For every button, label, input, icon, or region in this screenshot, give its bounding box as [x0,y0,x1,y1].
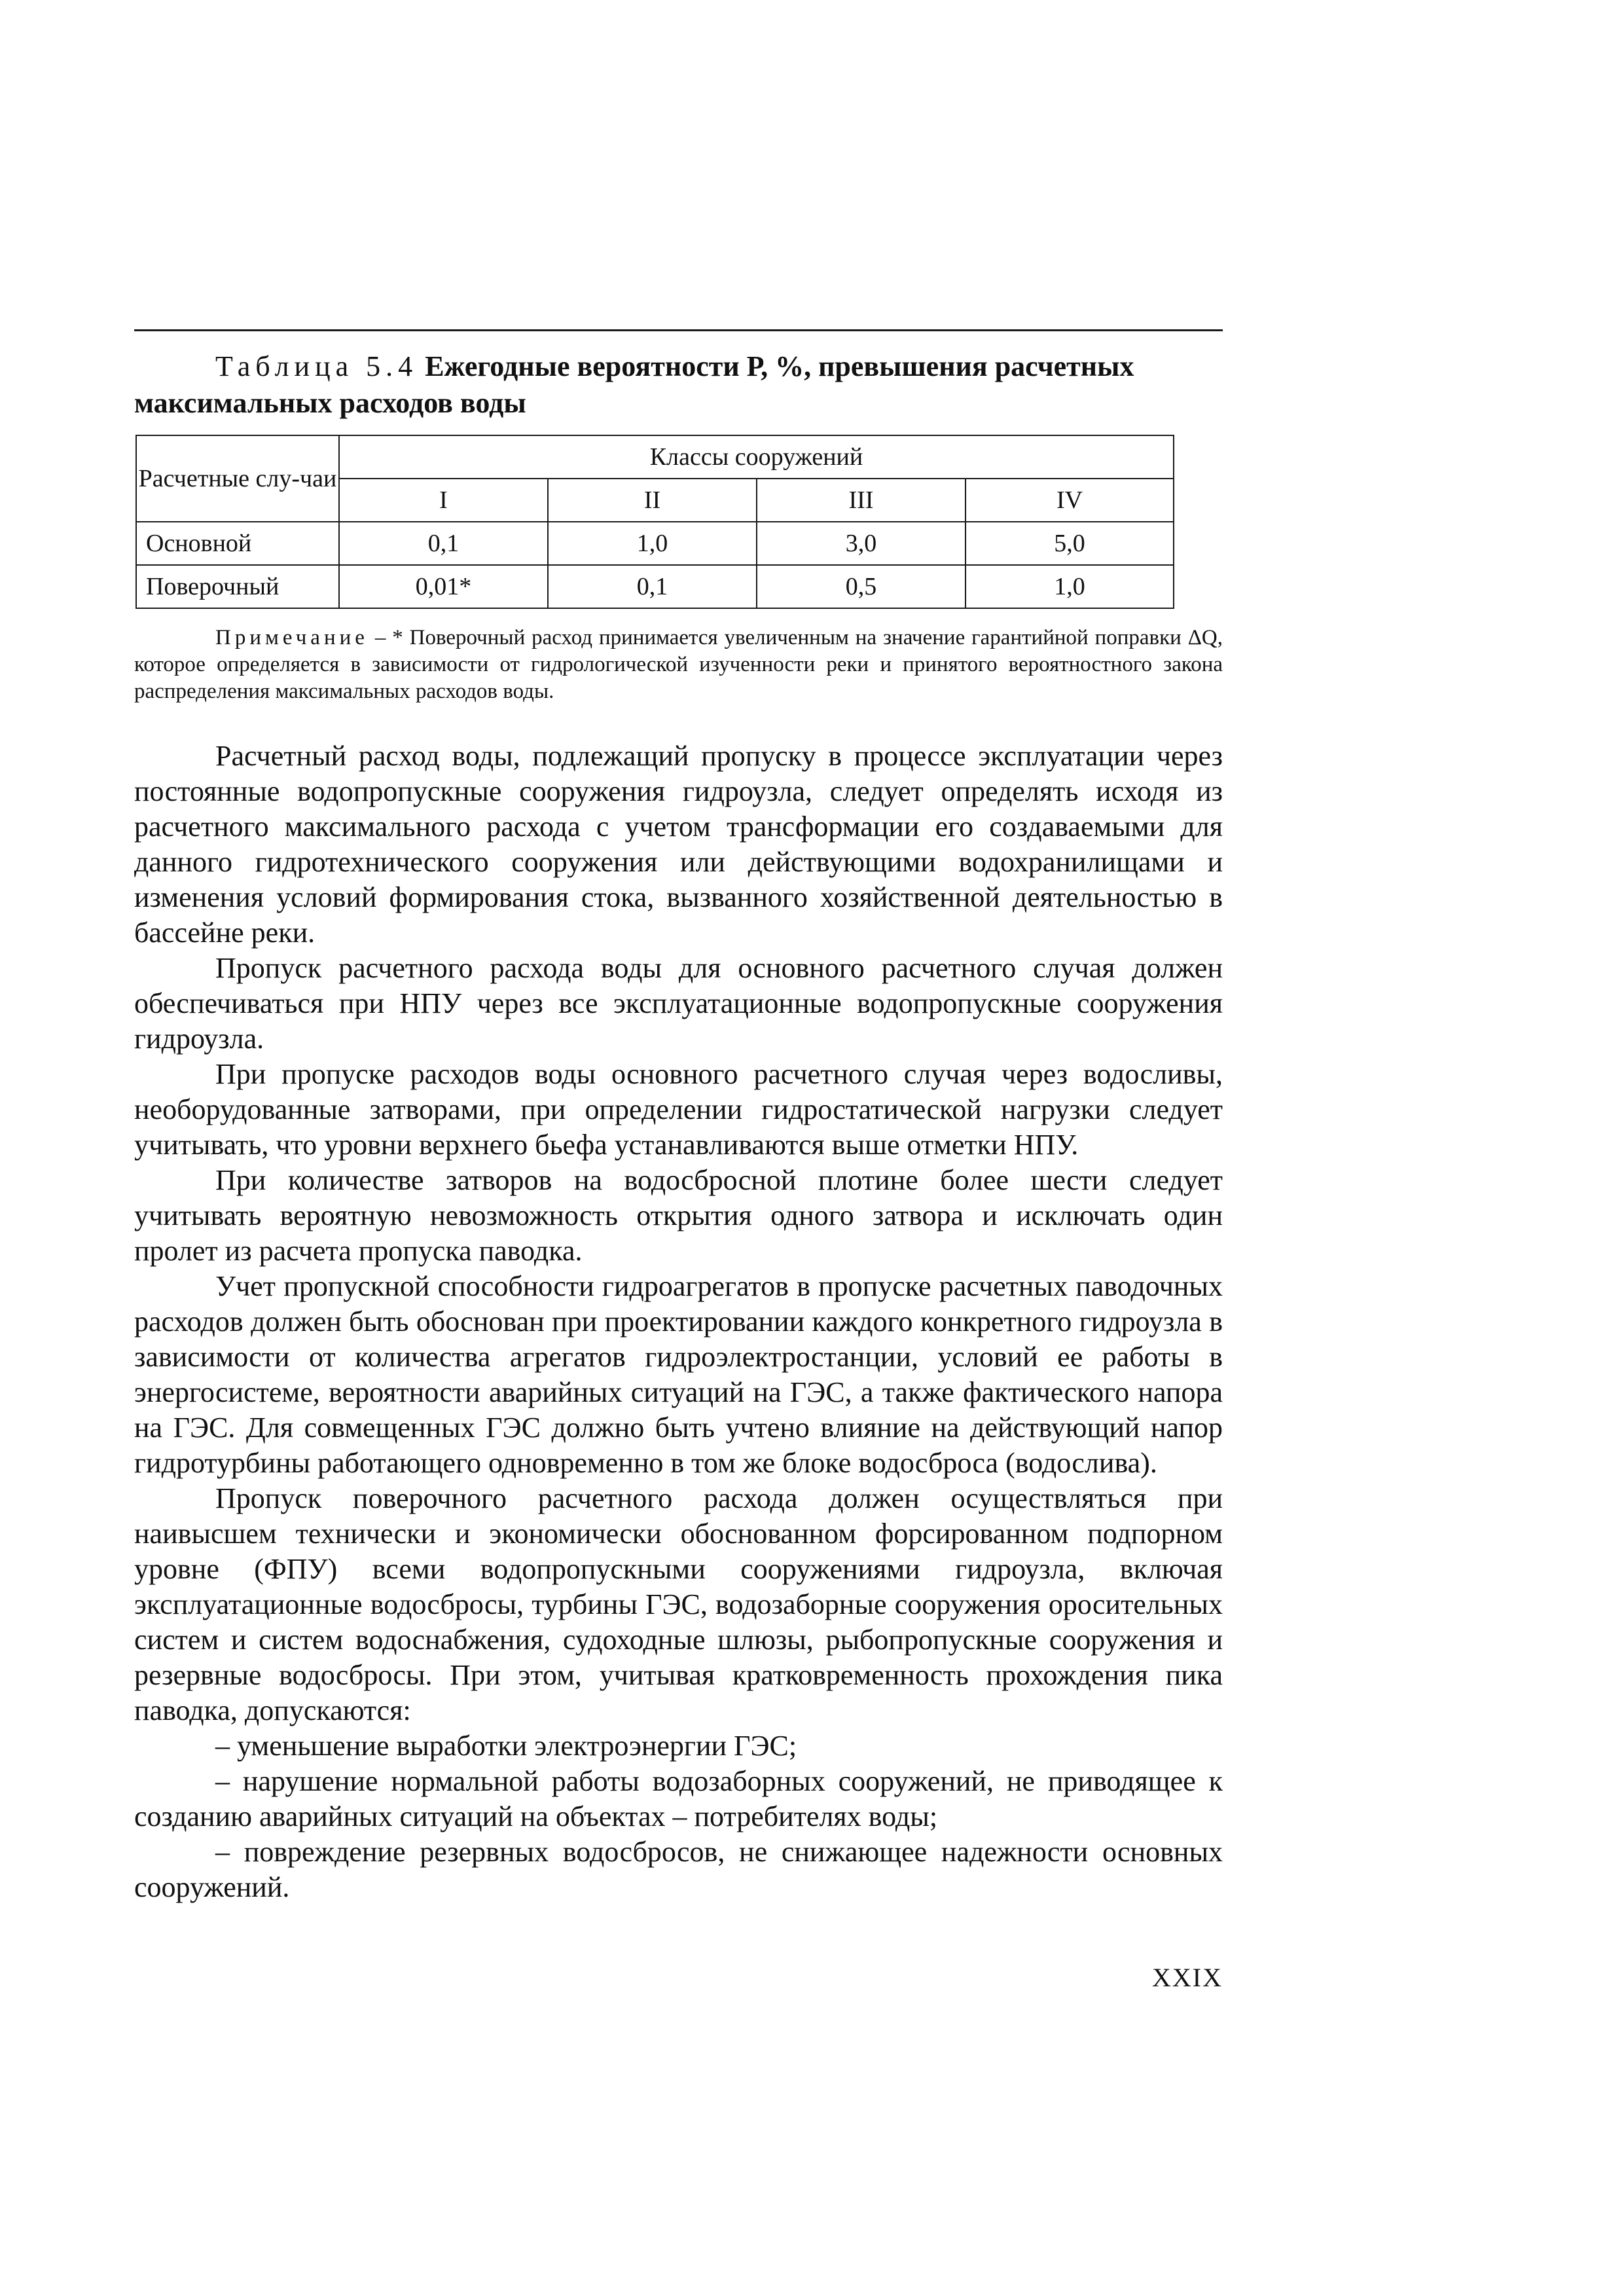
table-cell: 0,1 [339,522,548,565]
table-row [136,565,1174,608]
note-label: Примечание [215,626,369,649]
table-cell: 0,01* [339,565,548,608]
paragraph: Пропуск расчетного расхода воды для основного расчетного случая должен обеспечиваться при НПУ через все эксплуатационные водопропускные сооружения гидроузла. [134,952,1223,1055]
class-header: II [548,479,757,522]
page-number: XXIX [1152,1963,1223,1992]
table-title: Ежегодные вероятности Р, %, превышения расчетных максимальных расходов воды [134,350,1134,419]
row-label: Основной [136,522,339,565]
row-label: Поверочный [136,565,339,608]
paragraph: Учет пропускной способности гидроагрегатов в пропуске расчетных паводочных расходов должен быть обоснован при проектировании каждого конкретного гидроузла в зависимости от количества агрегатов гидроэлектростанции, условий ее работы в энергосистеме, вероятности аварийных ситуаций на ГЭС, а также фактического напора на ГЭС. Для совмещенных ГЭС должно быть учтено влияние на действующий напор гидротурбины работающего одновременно в том же блоке водосброса (водослива). [134,1270,1223,1479]
list-item: – уменьшение выработки электроэнергии ГЭС; [215,1730,797,1762]
list-item: – нарушение нормальной работы водозаборных сооружений, не приводящее к созданию аварийных ситуаций на объектах – потребителях воды; [134,1765,1223,1832]
table-note [134,625,1223,705]
paragraph: При количестве затворов на водосбросной плотине более шести следует учитывать вероятную невозможность открытия одного затвора и исключать один пролет из расчета пропуска паводка. [134,1164,1223,1267]
paragraph: Расчетный расход воды, подлежащий пропуску в процессе эксплуатации через постоянные водопропускные сооружения гидроузла, следует определять исходя из расчетного максимального расхода с учетом трансформации его создаваемыми для данного гидротехнического сооружения или действующими водохранилищами и изменения условий формирования стока, вызванного хозяйственной деятельностью в бассейне реки. [134,740,1223,949]
note-text: * Поверочный расход принимается увеличенным на значение гарантийной поправки ΔQ, которое определяется в зависимости от гидрологической изученности реки и принятого вероятностного закона распределения максимальных расходов воды. [134,626,1223,703]
table-cell: 5,0 [965,522,1174,565]
class-header: I [339,479,548,522]
table-cell: 3,0 [757,522,965,565]
table-cell: 1,0 [965,565,1174,608]
table-number: Таблица 5.4 [215,350,418,382]
list-item: – повреждение резервных водосбросов, не снижающее надежности основных сооружений. [134,1836,1223,1903]
paragraph: При пропуске расходов воды основного расчетного случая через водосливы, необорудованные затворами, при определении гидростатической нагрузки следует учитывать, что уровни верхнего бьефа устанавливаются выше отметки НПУ. [134,1058,1223,1161]
note-dash: – [374,626,386,649]
table-cell: 0,1 [548,565,757,608]
table-cell: 1,0 [548,522,757,565]
body-text [134,738,1223,1905]
table-header-row [136,435,1174,479]
group-header: Классы сооружений [339,435,1174,479]
table-cell: 0,5 [757,565,965,608]
paragraph: Пропуск поверочного расчетного расхода должен осуществляться при наивысшем технически и экономически обоснованном форсированном подпорном уровне (ФПУ) всеми водопропускными сооружениями гидроузла, включая эксплуатационные водосбросы, турбины ГЭС, водозаборные сооружения оросительных систем и систем водоснабжения, судоходные шлюзы, рыбопропускные сооружения и резервные водосбросы. При этом, учитывая кратковременность прохождения пика паводка, допускаются: [134,1482,1223,1726]
class-header: IV [965,479,1174,522]
stub-header: Расчетные слу-чаи [136,435,339,522]
class-header: III [757,479,965,522]
top-rule [134,329,1223,331]
table-row [136,522,1174,565]
probability-table [135,435,1174,609]
table-caption [134,348,1223,422]
